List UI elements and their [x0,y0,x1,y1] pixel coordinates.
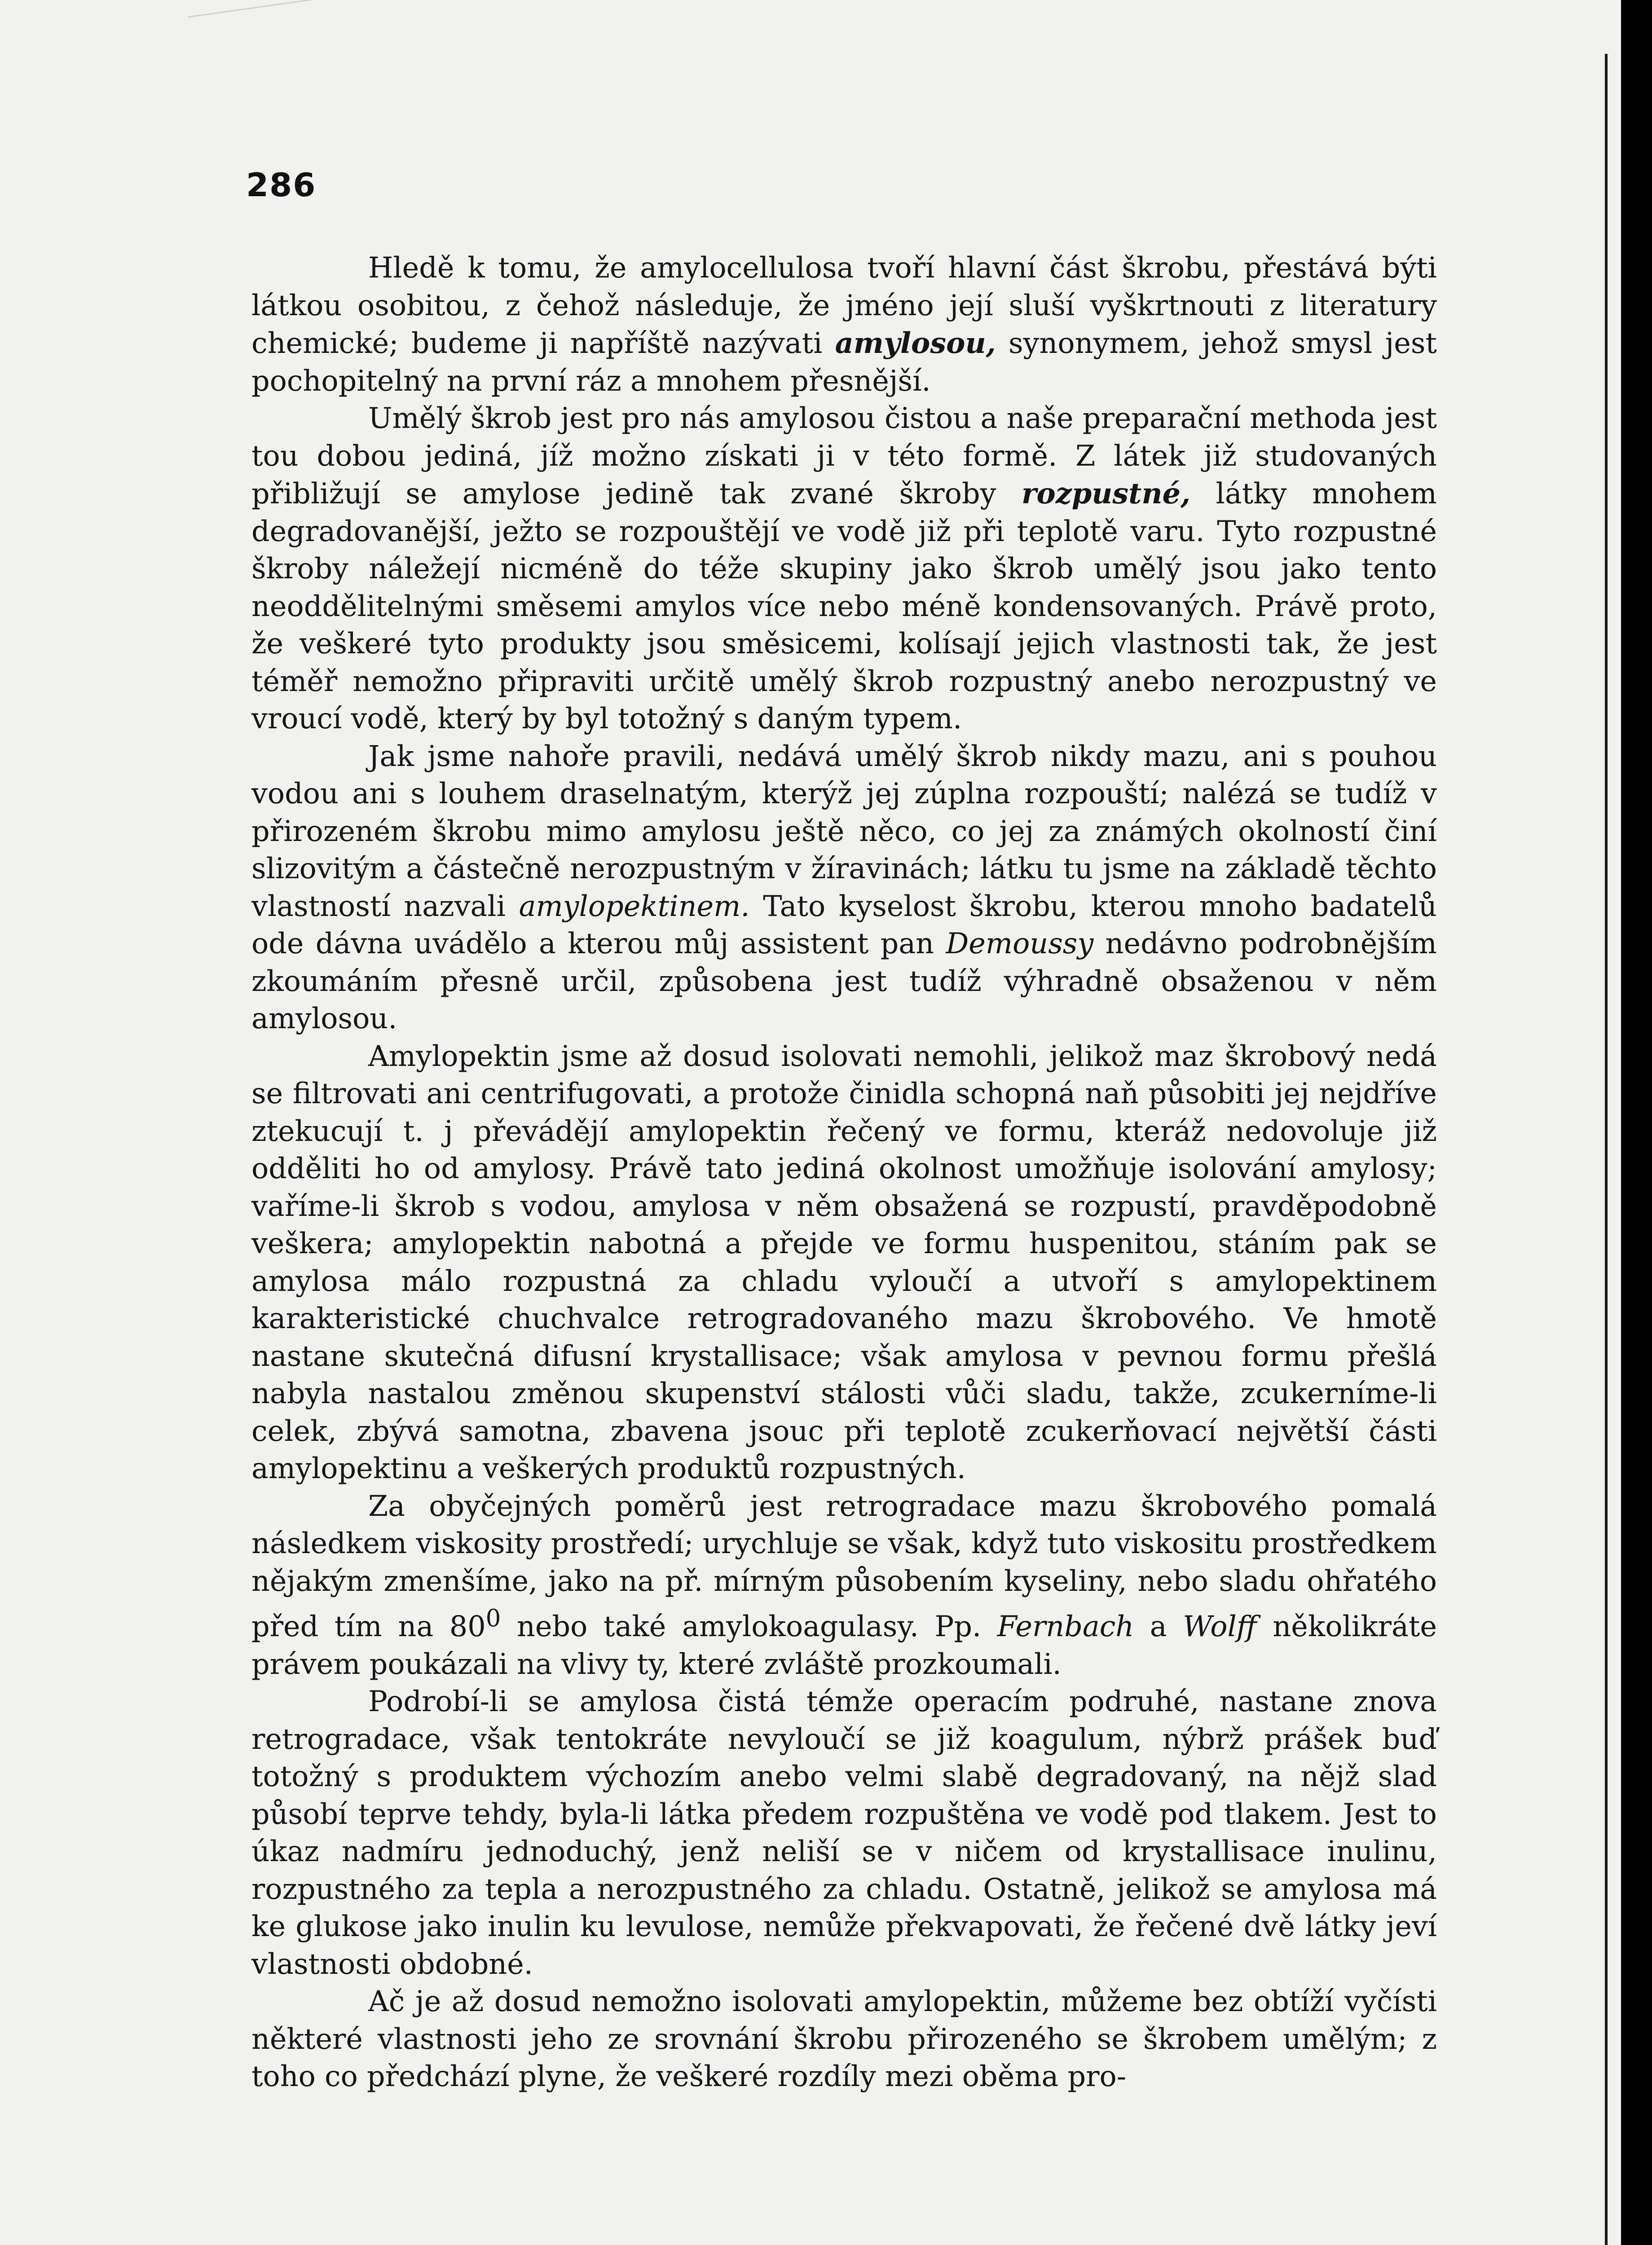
text-run: několikráte právem poukázali na vlivy ty, které zvláště prozkoumali. [251,1610,1437,1681]
text-run: Umělý škrob jest pro nás amylosou čistou a naše preparační methoda jest tou dobou jediná, jíž možno získati ji v této formě. Z látek již studovaných přibližují se amylose jedině tak zvané škroby [251,401,1437,510]
paragraph [251,1983,1437,2095]
scan-mark [188,0,423,44]
text-run: Za obyčejných poměrů jest retrogradace mazu škrobového pomalá následkem viskosity prostředí; urychluje se však, když tuto viskositu prostředkem nějakým zmenšíme, jako na př. mírným působením kyseliny, nebo sladu ohřatého před tím na 80 [251,1489,1437,1643]
emphasis-text: amylosou, [835,326,996,360]
paragraph [251,1488,1437,1683]
text-run: látky mnohem degradovanější, ježto se rozpouštějí ve vodě již při teplotě varu. Tyto rozpustné škroby náležejí nicméně do téže skupiny jako škrob umělý jsou jako tento neoddělitelnými směsemi amylos více nebo méně kondensovaných. Právě proto, že veškeré tyto produkty jsou směsicemi, kolísají jejich vlastnosti tak, že jest téměř nemožno připraviti určitě umělý škrob rozpustný anebo nerozpustný ve vroucí vodě, který by byl totožný s daným typem. [251,477,1437,735]
text-run: Jak jsme nahoře pravili, nedává umělý škrob nikdy mazu, ani s pouhou vodou ani s louhem draselnatým, kterýž jej zúplna rozpouští; nalézá se tudíž v přirozeném škrobu mimo amylosu ještě něco, co jej za známých okolností činí slizovitým a částečně nerozpustným v žíravinách; látku tu jsme na základě těchto vlastností nazvali [251,739,1437,923]
text-run: Podrobí-li se amylosa čistá témže operacím podruhé, nastane znova retrogradace, však tentokráte nevyloučí se již koagulum, nýbrž prášek buď totožný s produktem výchozím anebo velmi slabě degradovaný, na nějž slad působí teprve tehdy, byla-li látka předem rozpuštěna ve vodě pod tlakem. Jest to úkaz nadmíru jednoduchý, jenž neliší se v ničem od krystallisace inulinu, rozpustného za tepla a nerozpustného za chladu. Ostatně, jelikož se amylosa má ke glukose jako inulin ku levulose, nemůže překvapovati, že řečené dvě látky jeví vlastnosti obdobné. [251,1685,1437,1981]
text-run: nebo také amylokoagulasy. Pp. [501,1610,997,1643]
paragraph [251,738,1437,1038]
text-run: Amylopektin jsme až dosud isolovati nemohli, jelikož maz škrobový nedá se filtrovati ani centrifugovati, a protože činidla schopná naň působiti jej nejdříve ztekucují t. j převádějí amylopektin řečený ve formu, kteráž nedovoluje již odděliti ho od amylosy. Právě tato jediná okolnost umožňuje isolování amylosy; vaříme-li škrob s vodou, amylosa v něm obsažená se rozpustí, pravděpodobně veškera; amylopektin nabotná a přejde ve formu huspenitou, stáním pak se amylosa málo rozpustná za chladu vyloučí a utvoří s amylopektinem karakteristické chuchvalce retrogradovaného mazu škrobového. Ve hmotě nastane skutečná difusní krystallisace; však amylosa v pevnou formu přešlá nabyla nastalou změnou skupenství stálosti vůči sladu, takže, zcukerníme-li celek, zbývá samotna, zbavena jsouc při teplotě zcukerňovací největší části amylopektinu a veškerých produktů rozpustných. [251,1039,1437,1485]
text-run: Hledě k tomu, že amylocellulosa tvoří hlavní část škrobu, přestává býti látkou osobitou, z čehož následuje, že jméno její sluší vyškrtnouti z literatury chemické; budeme ji napříště nazývati [251,251,1437,360]
scan-border [1621,0,1652,2245]
emphasis-text: rozpustné, [1021,476,1191,510]
paragraph [251,1683,1437,1983]
italic-text: Wolff [1183,1610,1257,1643]
italic-text: Demoussy [946,927,1094,960]
text-run: a [1134,1610,1183,1643]
page-number: 286 [246,166,317,204]
page-fold-line [1605,54,1608,2245]
text-run: nedávno podrobnějším zkoumáním přesně určil, způsobena jest tudíž výhradně obsaženou v něm amylosou. [251,927,1437,1035]
paragraph [251,1038,1437,1488]
text-run: synonymem, jehož smysl jest pochopitelný na první ráz a mnohem přesnější. [251,326,1437,397]
paragraph [251,249,1437,400]
body-text [251,249,1437,2095]
paragraph [251,400,1437,738]
text-run: Tato kyselost škrobu, kterou mnoho badatelů ode dávna uvádělo a kterou můj assistent pan [251,889,1437,960]
superscript: 0 [485,1605,501,1632]
italic-text: Fernbach [997,1610,1134,1643]
text-run: Ač je až dosud nemožno isolovati amylopektin, můžeme bez obtíží vyčísti některé vlastnosti jeho ze srovnání škrobu přirozeného se škrobem umělým; z toho co předchází plyne, že veškeré rozdíly mezi oběma pro- [251,1985,1437,2093]
italic-text: amylopektinem. [519,889,750,923]
